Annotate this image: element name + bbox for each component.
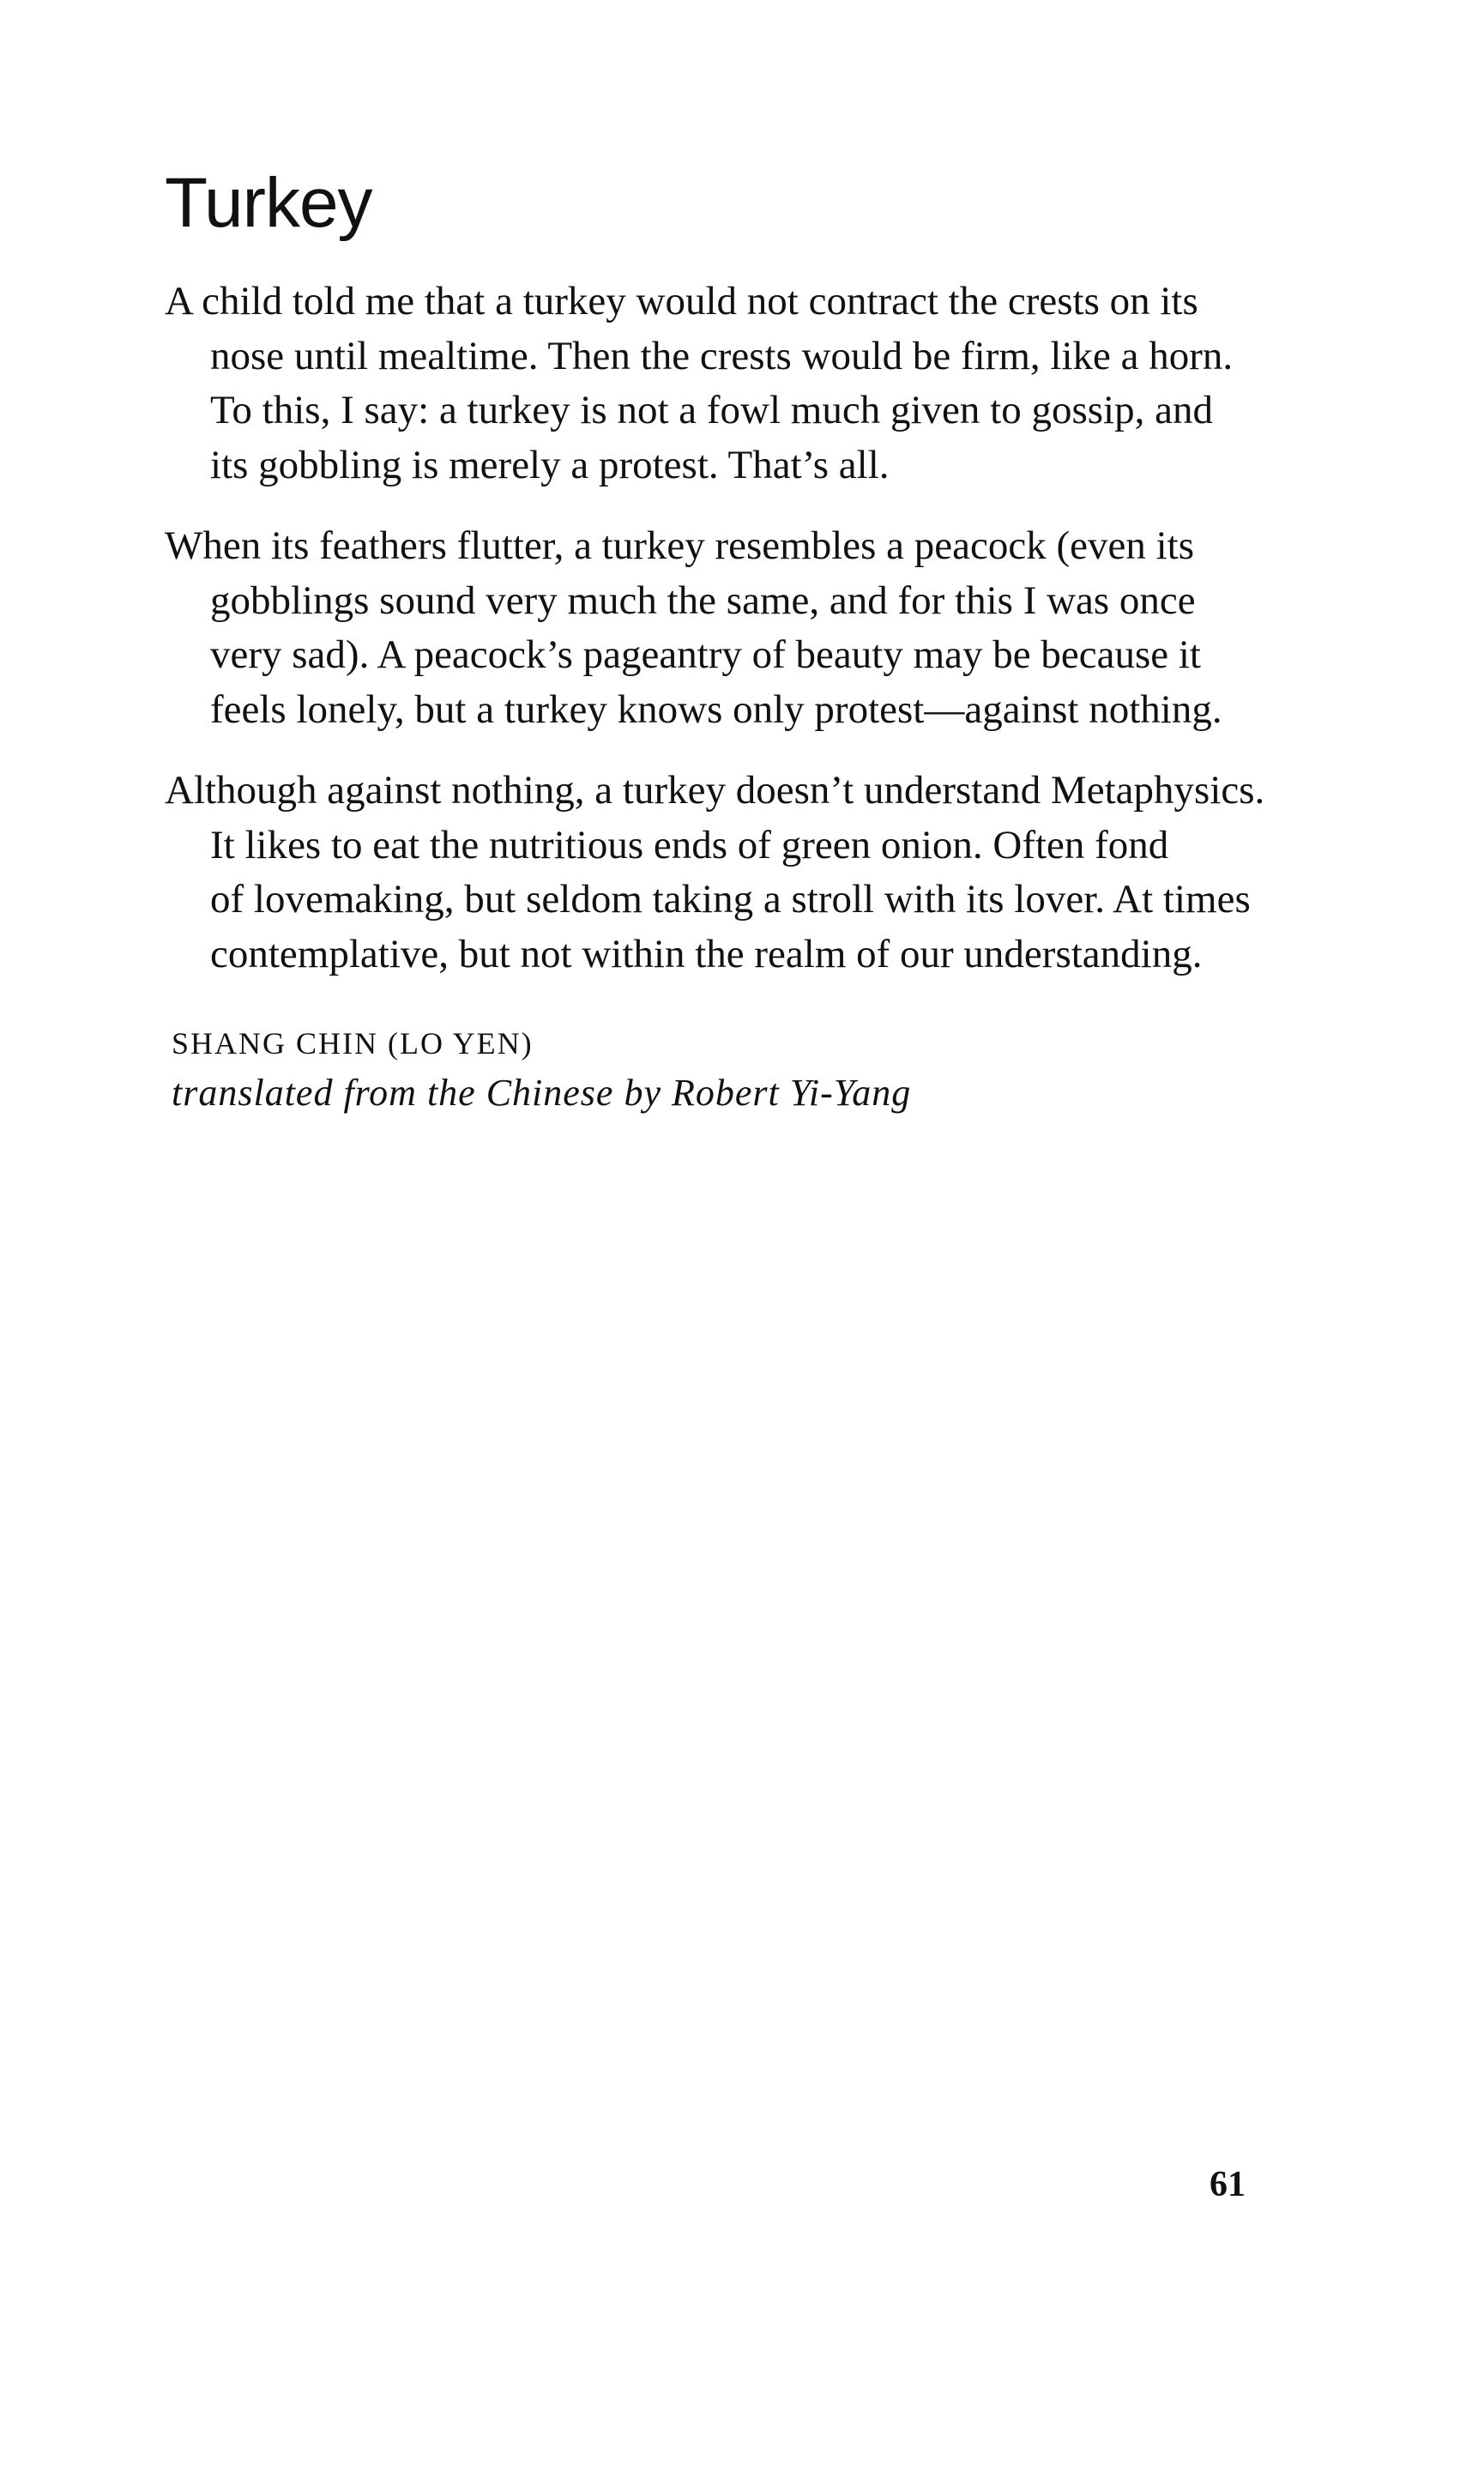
stanza-3-line-2: It likes to eat the nutritious ends of green onion. Often fond: [210, 822, 1169, 867]
stanza-spacer: [165, 493, 1366, 519]
poem-credit: [172, 1019, 911, 1119]
stanza-2-line-3: very sad). A peacock’s pageantry of beauty may be because it: [210, 632, 1201, 677]
stanza-1-line-4: its gobbling is merely a protest. That’s all.: [210, 442, 890, 487]
stanza-1-line-3: To this, I say: a turkey is not a fowl much given to gossip, and: [210, 388, 1213, 432]
stanza-3-line-1: Although against nothing, a turkey doesn’t understand Metaphysics.: [165, 768, 1265, 813]
stanza-1-line-2: nose until mealtime. Then the crests would be firm, like a horn.: [210, 333, 1234, 378]
stanza-spacer: [165, 737, 1366, 764]
page-number: 61: [1210, 2165, 1246, 2204]
author-name: SHANG CHIN (LO YEN): [172, 1026, 534, 1061]
translator-line: translated from the Chinese by Robert Yi-Yang: [172, 1072, 912, 1114]
stanza-2-line-4: feels lonely, but a turkey knows only protest—against nothing.: [210, 686, 1222, 732]
stanza-1-line-1: A child told me that a turkey would not contract the crests on its: [165, 279, 1198, 323]
stanza-2: [165, 519, 1366, 737]
stanza-3-line-4: contemplative, but not within the realm of our understanding.: [210, 931, 1203, 976]
stanza-3-line-3: of lovemaking, but seldom taking a stroll with its lover. At times: [210, 877, 1251, 922]
poem-title: Turkey: [165, 164, 372, 242]
stanza-3: [165, 764, 1366, 982]
stanza-2-line-1: When its feathers flutter, a turkey resembles a peacock (even its: [165, 523, 1195, 568]
stanza-2-line-2: gobblings sound very much the same, and for this I was once: [210, 577, 1196, 623]
poem-body: [165, 275, 1366, 982]
stanza-1: [165, 275, 1366, 493]
